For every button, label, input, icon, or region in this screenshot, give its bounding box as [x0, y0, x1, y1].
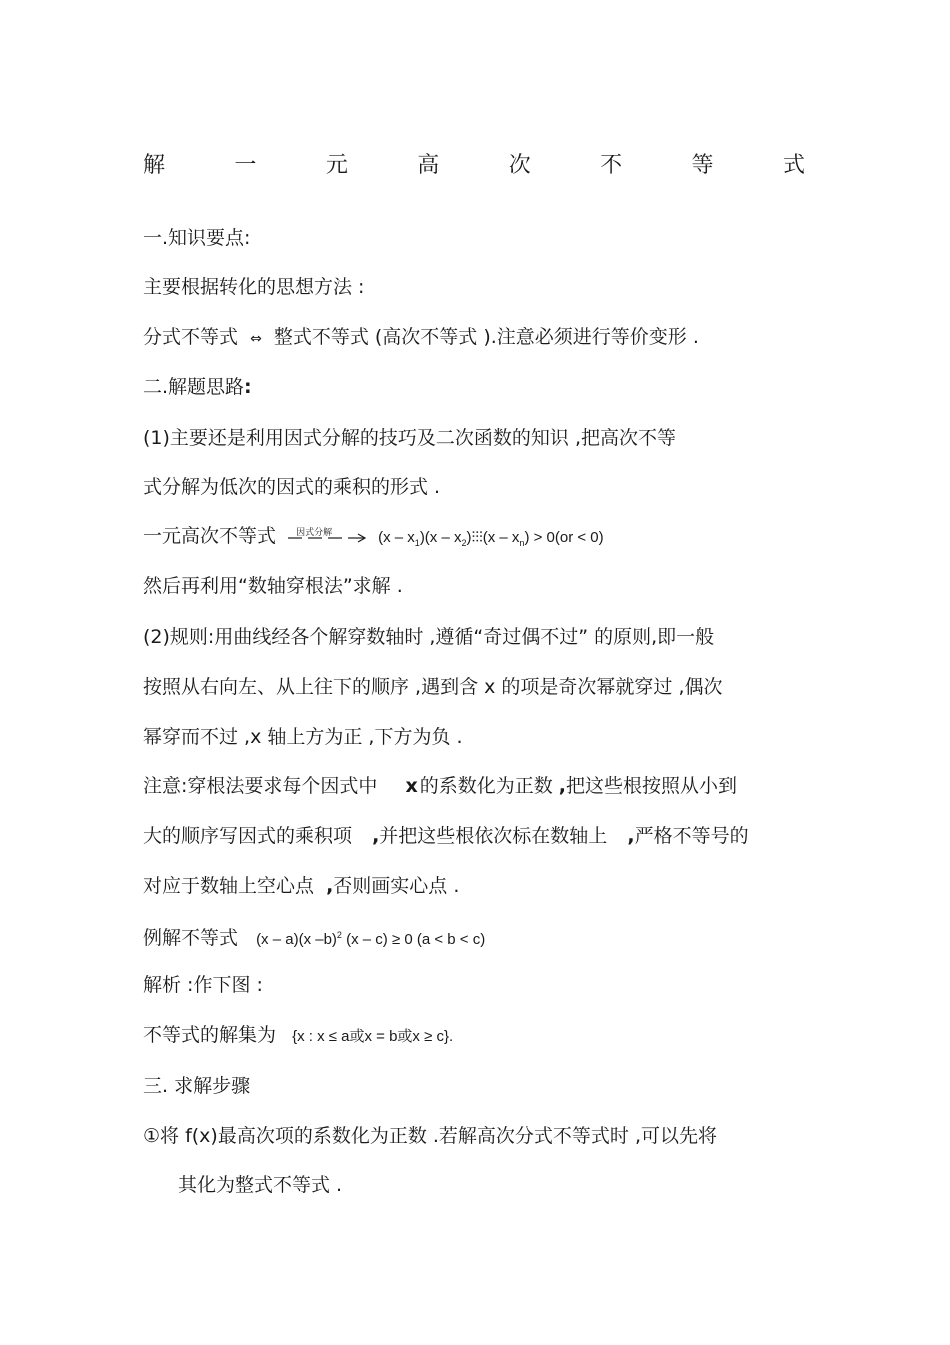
- math-subscript: 2: [461, 538, 467, 548]
- text-span: 大的顺序写因式的乘积项: [143, 825, 353, 847]
- comma: ,: [558, 775, 566, 797]
- paragraph-line: 主要根据转化的思想方法 :: [143, 276, 365, 298]
- section-heading-knowledge: 一.知识要点:: [143, 227, 251, 249]
- note-line: [143, 772, 737, 800]
- text-span: 分式不等式: [143, 326, 239, 348]
- solution-set: {x : x ≤ a或x = b或x ≥ c}.: [292, 1028, 454, 1045]
- text-span: 不等式的解集为: [143, 1024, 277, 1046]
- math-subscript: n: [519, 538, 525, 548]
- paragraph-line: 式分解为低次的因式的乘积的形式 .: [143, 476, 441, 498]
- comma: ,: [326, 875, 334, 897]
- factorization-arrow: [286, 527, 368, 547]
- text-span: 严格不等号的: [634, 825, 749, 847]
- equivalence-symbol: ⇔: [250, 331, 262, 347]
- text-span: 否则画实心点 .: [333, 875, 460, 897]
- title-char: 元: [325, 153, 348, 178]
- page-title: [143, 148, 805, 184]
- paragraph-line: (2)规则:用曲线经各个解穿数轴时 ,遵循“奇过偶不过” 的原则,即一般: [143, 626, 715, 648]
- title-char: 一: [234, 153, 257, 178]
- formula-line: [143, 522, 604, 557]
- math-part: (x – a)(x –b): [256, 931, 337, 948]
- math-part: ) > 0(or < 0): [524, 529, 604, 546]
- example-inequality: [256, 931, 485, 948]
- text-span: 把这些根按照从小到: [566, 775, 738, 797]
- example-line: [143, 921, 485, 954]
- paragraph-line: 然后再利用“数轴穿根法”求解 .: [143, 575, 403, 597]
- paragraph-line: 幂穿而不过 ,x 轴上方为正 ,下方为负 .: [143, 726, 463, 748]
- text-span: 并把这些根依次标在数轴上: [379, 825, 608, 847]
- text-span: 整式不等式 (高次不等式 ).注意必须进行等价变形 .: [273, 326, 699, 348]
- text-span: 的系数化为正数: [419, 775, 553, 797]
- comma: ,: [627, 825, 635, 847]
- heading-text: 二.解题思路: [143, 376, 245, 398]
- comma: ,: [372, 825, 380, 847]
- paragraph-line: (1)主要还是利用因式分解的技巧及二次函数的知识 ,把高次不等: [143, 427, 676, 449]
- math-part: )⫶⫶⫶(x – x: [466, 529, 520, 546]
- paragraph-line: 解析 :作下图 :: [143, 974, 263, 996]
- title-char: 不: [600, 153, 623, 178]
- math-subscript: 1: [414, 538, 420, 548]
- note-line: [143, 822, 749, 850]
- title-char: 解: [143, 153, 166, 178]
- text-span: 一元高次不等式: [143, 525, 277, 547]
- arrow-label: 因式分解: [296, 527, 333, 538]
- variable-x: x: [405, 775, 418, 797]
- text-span: 对应于数轴上空心点: [143, 875, 315, 897]
- math-superscript: 2: [336, 930, 342, 940]
- math-part: )(x – x: [419, 529, 462, 546]
- math-part: (x – x: [378, 529, 415, 546]
- paragraph-line: [143, 323, 699, 353]
- title-char: 式: [782, 153, 805, 178]
- solution-line: [143, 1021, 453, 1051]
- title-char: 高: [417, 153, 440, 178]
- section-heading-approach: [143, 373, 252, 401]
- text-span: 注意:穿根法要求每个因式中: [143, 775, 378, 797]
- math-part: (x – c) ≥ 0 (a < b < c): [341, 931, 486, 948]
- section-heading-steps: 三. 求解步骤: [143, 1075, 251, 1097]
- title-char: 等: [691, 153, 714, 178]
- factored-inequality: [378, 529, 604, 546]
- note-line: [143, 872, 459, 900]
- long-arrow-icon: [286, 533, 368, 543]
- paragraph-line: 其化为整式不等式 .: [178, 1174, 343, 1196]
- heading-colon: :: [244, 376, 252, 398]
- paragraph-line: ①将 f(x)最高次项的系数化为正数 .若解高次分式不等式时 ,可以先将: [143, 1125, 717, 1147]
- text-span: 例解不等式: [143, 927, 239, 949]
- paragraph-line: 按照从右向左、从上往下的顺序 ,遇到含 x 的项是奇次幂就穿过 ,偶次: [143, 676, 723, 698]
- title-char: 次: [508, 153, 531, 178]
